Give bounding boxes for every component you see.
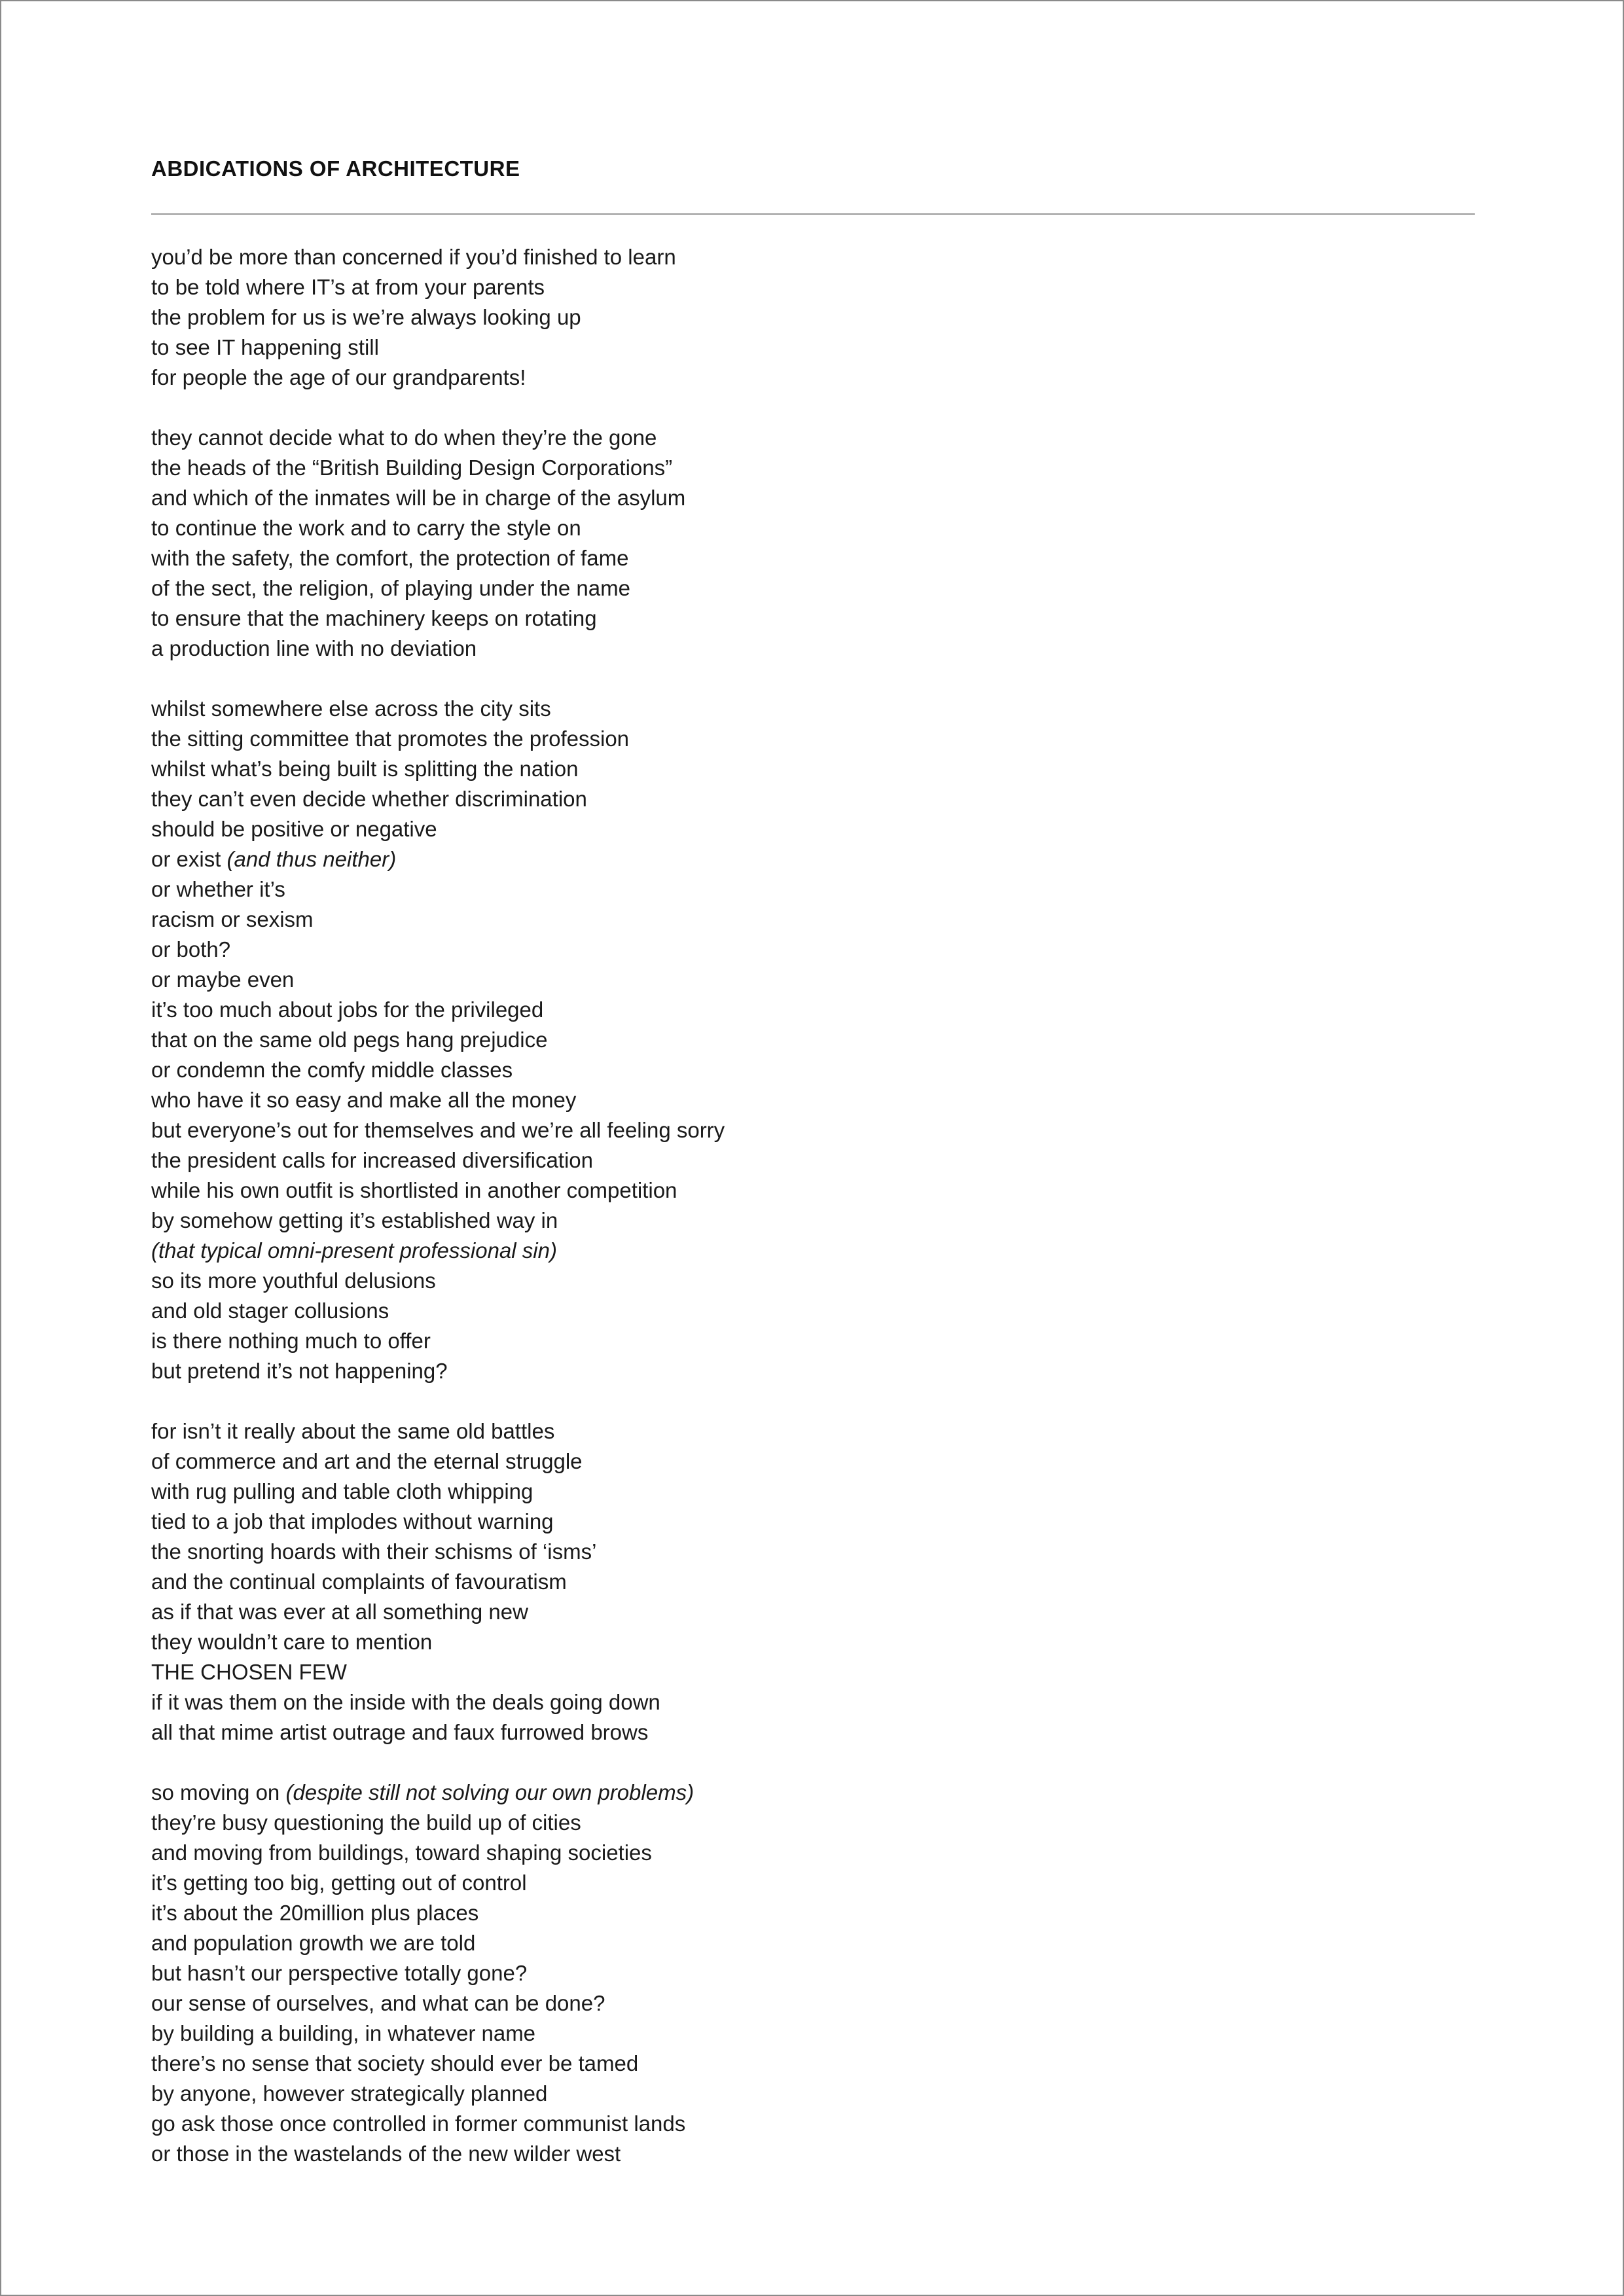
poem-line [151,1446,1068,1477]
poem-line [151,754,1068,784]
poem-line-text: whilst what’s being built is splitting the nation [151,757,579,781]
poem-line-text: you’d be more than concerned if you’d finished to learn [151,245,676,269]
poem-line [151,1055,1068,1085]
poem-line [151,603,1068,634]
poem-line-text: or exist [151,847,227,871]
poem-line [151,905,1068,935]
poem-stanza [151,423,1068,664]
poem-line [151,844,1068,874]
poem-line-text: it’s getting too big, getting out of control [151,1871,527,1895]
poem-line-text: to ensure that the machinery keeps on rotating [151,606,597,630]
poem-line-text: to be told where IT’s at from your parents [151,275,545,299]
poem-line [151,1175,1068,1206]
poem-stanza [151,694,1068,1386]
poem-line-text: while his own outfit is shortlisted in another competition [151,1178,677,1202]
poem-line [151,423,1068,453]
poem-line [151,1507,1068,1537]
poem-line [151,1477,1068,1507]
poem-line [151,363,1068,393]
poem-line-text: with the safety, the comfort, the protection of fame [151,546,629,570]
poem-line [151,573,1068,603]
poem-line-text: of the sect, the religion, of playing under the name [151,576,630,600]
poem-line [151,1778,1068,1808]
poem-line-text: by building a building, in whatever name [151,2021,536,2045]
poem-line [151,453,1068,483]
poem-line [151,1145,1068,1175]
poem-line [151,1025,1068,1055]
poem-line-text: by somehow getting it’s established way in [151,1208,558,1232]
poem-stanza [151,242,1068,393]
poem-line [151,513,1068,543]
poem-line-text: the problem for us is we’re always looking up [151,305,581,329]
poem-line-text: the snorting hoards with their schisms of ‘isms’ [151,1539,597,1564]
poem-line-text: the heads of the “British Building Design Corporations” [151,456,673,480]
poem-line-text: or whether it’s [151,877,285,901]
poem-line-text: or both? [151,937,231,961]
poem-line [151,1687,1068,1717]
poem-line [151,995,1068,1025]
poem-line [151,814,1068,844]
poem-line-text: and which of the inmates will be in charge of the asylum [151,486,686,510]
title-divider [151,213,1475,215]
poem-line [151,1236,1068,1266]
poem-line [151,1898,1068,1928]
poem-line [151,1206,1068,1236]
poem-line [151,272,1068,302]
poem-line [151,1627,1068,1657]
poem-line-text: or maybe even [151,967,295,992]
poem-line-text: and the continual complaints of favouratism [151,1570,567,1594]
poem-line-text: it’s too much about jobs for the privileged [151,997,544,1022]
poem-line-text: our sense of ourselves, and what can be done? [151,1991,605,2015]
poem-line-text: should be positive or negative [151,817,437,841]
poem-line [151,2049,1068,2079]
poem-line-text: so moving on [151,1780,286,1804]
poem-line-text: for people the age of our grandparents! [151,365,526,389]
poem-line-text: who have it so easy and make all the money [151,1088,577,1112]
poem-line [151,1988,1068,2018]
poem-line [151,694,1068,724]
poem-line [151,2139,1068,2169]
poem-line [151,1326,1068,1356]
poem-line-text: the sitting committee that promotes the profession [151,726,630,751]
poem-line [151,1537,1068,1567]
poem-line-text: by anyone, however strategically planned [151,2081,548,2106]
poem-line-text: a production line with no deviation [151,636,477,660]
poem-line [151,965,1068,995]
poem-line-text: it’s about the 20million plus places [151,1901,479,1925]
poem-line [151,784,1068,814]
poem-line [151,1928,1068,1958]
poem-line [151,1808,1068,1838]
poem-line-text: if it was them on the inside with the deals going down [151,1690,660,1714]
poem-line [151,543,1068,573]
poem-line-text: there’s no sense that society should ever be tamed [151,2051,639,2075]
poem-line [151,483,1068,513]
poem-line-text: as if that was ever at all something new [151,1600,528,1624]
poem-line [151,242,1068,272]
poem-line-text: but everyone’s out for themselves and we’re all feeling sorry [151,1118,725,1142]
poem-line [151,1657,1068,1687]
poem-line [151,2109,1068,2139]
poem-line-text: with rug pulling and table cloth whipping [151,1479,533,1503]
poem-line-text: but pretend it’s not happening? [151,1359,448,1383]
poem-line-italic-text: (and thus neither) [226,847,397,871]
poem-line-text: that on the same old pegs hang prejudice [151,1028,548,1052]
poem-line [151,874,1068,905]
poem-line [151,724,1068,754]
poem-line-text: whilst somewhere else across the city sits [151,696,551,721]
poem-line-text: and population growth we are told [151,1931,476,1955]
poem-line [151,935,1068,965]
poem-body [151,242,1068,2199]
poem-line [151,1266,1068,1296]
poem-line-text: all that mime artist outrage and faux furrowed brows [151,1720,649,1744]
poem-line [151,1868,1068,1898]
poem-line-text: or those in the wastelands of the new wilder west [151,2142,621,2166]
poem-line-text: they can’t even decide whether discrimination [151,787,587,811]
poem-line [151,302,1068,332]
poem-line-text: and moving from buildings, toward shaping societies [151,1840,652,1865]
document-title: ABDICATIONS OF ARCHITECTURE [151,156,520,181]
poem-line-text: to see IT happening still [151,335,379,359]
poem-line-text: they cannot decide what to do when they’re the gone [151,425,657,450]
poem-line-text: or condemn the comfy middle classes [151,1058,513,1082]
poem-line-text: and old stager collusions [151,1299,389,1323]
poem-line [151,1958,1068,1988]
poem-stanza [151,1778,1068,2169]
poem-line [151,1567,1068,1597]
poem-line-text: is there nothing much to offer [151,1329,431,1353]
poem-line-text: go ask those once controlled in former communist lands [151,2111,686,2136]
poem-line-italic-text: (despite still not solving our own problems) [285,1780,695,1804]
poem-line-text: they wouldn’t care to mention [151,1630,433,1654]
poem-line [151,634,1068,664]
poem-line [151,2079,1068,2109]
poem-line [151,1717,1068,1748]
poem-line-text: tied to a job that implodes without warning [151,1509,554,1534]
poem-line-text: but hasn’t our perspective totally gone? [151,1961,528,1985]
poem-line-text: they’re busy questioning the build up of cities [151,1810,581,1835]
poem-line [151,2018,1068,2049]
poem-line [151,1115,1068,1145]
poem-line-italic-text: (that typical omni-present professional sin) [151,1238,557,1263]
poem-line [151,1597,1068,1627]
poem-line [151,332,1068,363]
poem-line-text: of commerce and art and the eternal struggle [151,1449,583,1473]
poem-line-text: for isn’t it really about the same old battles [151,1419,555,1443]
poem-line-text: to continue the work and to carry the style on [151,516,581,540]
poem-line-text: the president calls for increased diversification [151,1148,594,1172]
poem-line-text: racism or sexism [151,907,314,931]
poem-line-text: so its more youthful delusions [151,1268,436,1293]
poem-line [151,1838,1068,1868]
poem-stanza [151,1416,1068,1748]
poem-line [151,1356,1068,1386]
poem-line [151,1085,1068,1115]
poem-line [151,1296,1068,1326]
poem-line-text: THE CHOSEN FEW [151,1660,347,1684]
poem-line [151,1416,1068,1446]
